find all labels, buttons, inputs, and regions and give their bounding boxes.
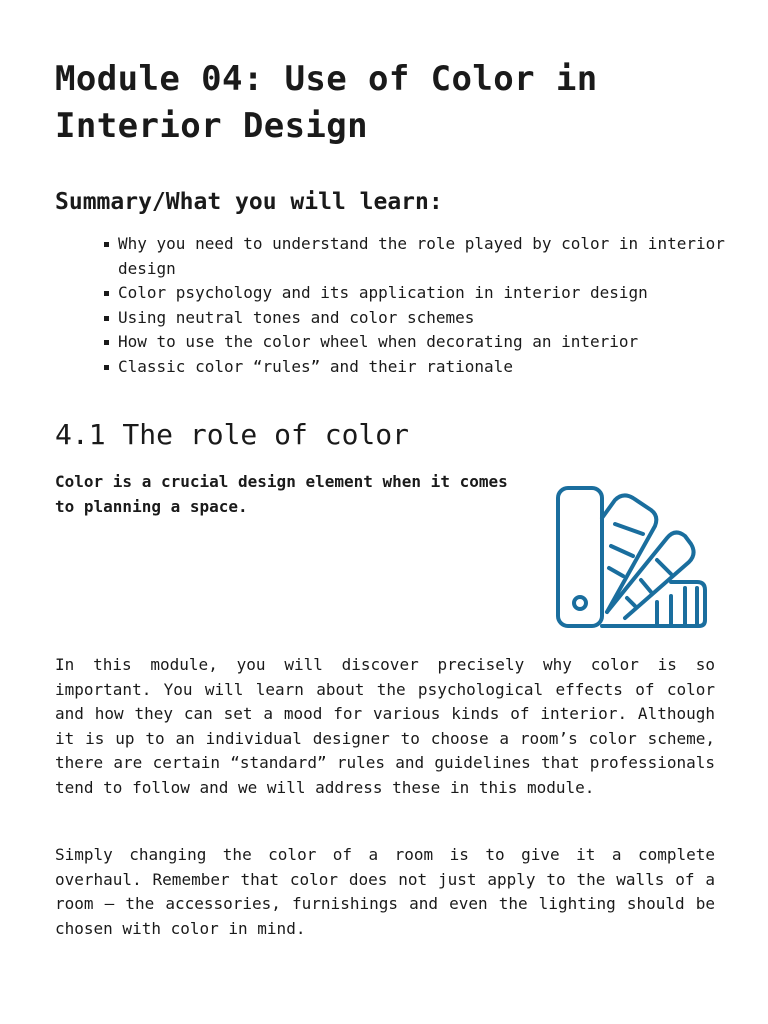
body-paragraph: In this module, you will discover precisely why color is so important. You will learn about the psychological effects of color and how they can set a mood for various kinds of interior. Although it is up to an individual designer to choose a room’s color scheme, there are certain “standard” rules and guidelines that professionals tend to follow and we will address these in this module.	[55, 655, 715, 797]
list-item: Using neutral tones and color schemes	[102, 306, 732, 331]
summary-heading: Summary/What you will learn:	[55, 189, 443, 215]
body-paragraph: Simply changing the color of a room is to give it a complete overhaul. Remember that color does not just apply to the walls of a room – the accessories, furnishings and even the lighting should be chosen with color in mind.	[55, 845, 715, 938]
section-lead: Color is a crucial design element when it comes to planning a space.	[55, 472, 508, 516]
list-item: How to use the color wheel when decorating an interior	[102, 330, 732, 355]
list-item: Classic color “rules” and their rationale	[102, 355, 732, 380]
learning-outcomes-list	[102, 232, 732, 379]
section-heading: 4.1 The role of color	[55, 418, 410, 451]
module-title: Module 04: Use of Color in Interior Design	[55, 59, 598, 146]
list-item: Why you need to understand the role played by color in interior design	[102, 232, 732, 281]
color-swatch-fan-icon	[553, 484, 711, 630]
list-item: Color psychology and its application in interior design	[102, 281, 732, 306]
